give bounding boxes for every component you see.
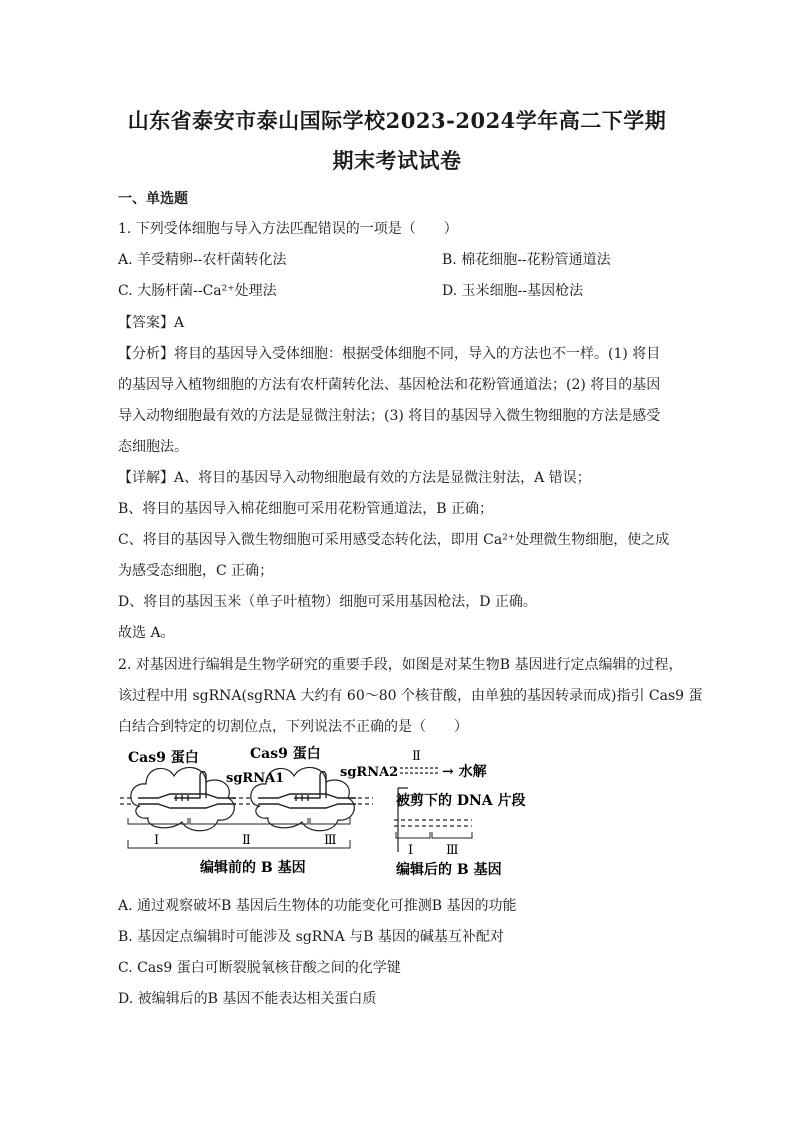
segment-braces-after bbox=[396, 832, 472, 838]
cas9-label-right: Cas9 蛋白 bbox=[250, 746, 321, 762]
section-heading: 一、单选题 bbox=[118, 191, 188, 207]
hydrolysis-label: → 水解 bbox=[442, 764, 487, 780]
q1-answer: 【答案】A bbox=[118, 315, 185, 331]
cut-fragment-strand bbox=[398, 768, 438, 852]
q1-option-c: C. 大肠杆菌--Ca²⁺处理法 bbox=[118, 283, 277, 299]
q2-option-b: B. 基因定点编辑时可能涉及 sgRNA 与B 基因的碱基互补配对 bbox=[118, 929, 504, 945]
sgrna1-label: sgRNA1 bbox=[226, 771, 285, 786]
q1-detail-line: 【详解】A、将目的基因导入动物细胞最有效的方法是显微注射法，A 错误； bbox=[118, 470, 591, 486]
gene-editing-diagram bbox=[118, 742, 548, 887]
after-segment-label-1: Ⅰ bbox=[408, 843, 414, 858]
cut-fragment-label: 被剪下的 DNA 片段 bbox=[396, 793, 526, 809]
q1-analysis-line: 【分析】将目的基因导入受体细胞：根据受体细胞不同，导入的方法也不一样。(1) 将目 bbox=[118, 346, 661, 362]
before-gene-label: 编辑前的 B 基因 bbox=[200, 860, 306, 876]
cut-segment-label: Ⅱ bbox=[412, 749, 421, 764]
q1-analysis-line: 导入动物细胞最有效的方法是显微注射法；(3) 将目的基因导入微生物细胞的方法是感受 bbox=[118, 408, 661, 424]
segment-label-2: Ⅱ bbox=[242, 833, 251, 848]
q1-analysis-line: 态细胞法。 bbox=[118, 439, 188, 455]
q2-stem-line: 2. 对基因进行编辑是生物学研究的重要手段，如图是对某生物B 基因进行定点编辑的过程， bbox=[118, 657, 683, 673]
q2-option-d: D. 被编辑后的B 基因不能表达相关蛋白质 bbox=[118, 991, 377, 1007]
q1-option-b: B. 棉花细胞--花粉管通道法 bbox=[442, 252, 611, 268]
after-segment-label-3: Ⅲ bbox=[446, 843, 459, 858]
q1-detail-line: B、将目的基因导入棉花细胞可采用花粉管通道法，B 正确； bbox=[118, 501, 494, 517]
q1-analysis-line: 的基因导入植物细胞的方法有农杆菌转化法、基因枪法和花粉管通道法；(2) 将目的基因 bbox=[118, 377, 661, 393]
q1-detail-line: 为感受态细胞，C 正确； bbox=[118, 563, 274, 579]
dna-after-strand bbox=[394, 820, 472, 826]
sgrna2-label: sgRNA2 bbox=[340, 765, 399, 780]
q1-detail-line: D、将目的基因玉米（单子叶植物）细胞可采用基因枪法，D 正确。 bbox=[118, 594, 537, 610]
q2-option-c: C. Cas9 蛋白可断裂脱氧核苷酸之间的化学键 bbox=[118, 960, 401, 976]
exam-title-line2: 期末考试试卷 bbox=[332, 148, 462, 173]
after-gene-label: 编辑后的 B 基因 bbox=[396, 862, 502, 878]
q2-option-a: A. 通过观察破坏B 基因后生物体的功能变化可推测B 基因的功能 bbox=[118, 898, 517, 914]
q2-stem-line: 该过程中用 sgRNA(sgRNA 大约有 60～80 个核苷酸，由单独的基因转录而成)指引 Cas9 蛋 bbox=[118, 688, 703, 704]
segment-label-1: Ⅰ bbox=[154, 833, 160, 848]
cas9-label-left: Cas9 蛋白 bbox=[128, 750, 199, 766]
segment-label-3: Ⅲ bbox=[324, 833, 337, 848]
q1-option-a: A. 羊受精卵--农杆菌转化法 bbox=[118, 252, 287, 268]
exam-title-line1: 山东省泰安市泰山国际学校2023-2024学年高二下学期 bbox=[127, 108, 667, 133]
q1-option-d: D. 玉米细胞--基因枪法 bbox=[442, 283, 584, 299]
q1-detail-line: C、将目的基因导入微生物细胞可采用感受态转化法，即用 Ca²⁺处理微生物细胞，使之成 bbox=[118, 532, 670, 548]
q2-stem-line: 白结合到特定的切割位点，下列说法不正确的是（ ） bbox=[118, 719, 468, 735]
q1-detail-line: 故选 A。 bbox=[118, 625, 175, 641]
q1-stem: 1. 下列受体细胞与导入方法匹配错误的一项是（ ） bbox=[118, 221, 458, 237]
